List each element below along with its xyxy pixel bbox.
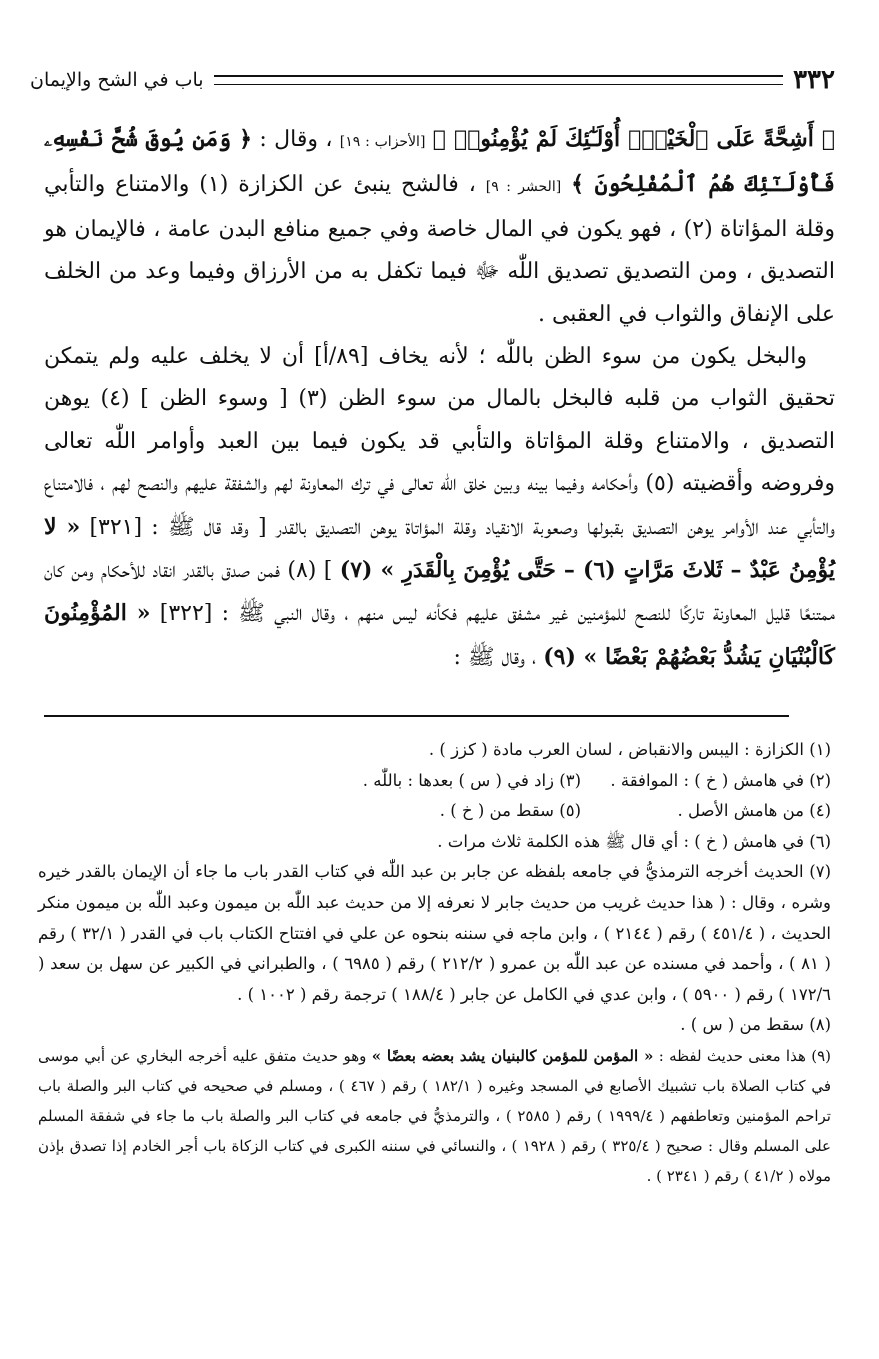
footnote-row-4-5 — [38, 796, 831, 827]
footnote-row-2-3 — [38, 766, 831, 797]
quran-verse-1: ﴿ أَشِحَّةً عَلَى ٱلْخَيْرِۚ أُوْلَـٰٓئِكَ لَمْ يُؤْمِنُوا۟ ﴾ — [432, 126, 836, 152]
footnote-8: (٨) سقط من ( س ) . — [680, 1015, 831, 1035]
paragraph-1 — [44, 118, 835, 336]
footnote-9-rest: وهو حديث متفق عليه أخرجه البخاري عن أبي موسى في كتاب الصلاة باب تشبيك الأصابع في المسجد وغيره ( ١٨٢/١ ) رقم ( ٤٦٧ ) ، ومسلم في صحيحه في كتاب البر والصلة باب تراحم المؤمنين وتعاطفهم ( ١٩٩٩/٤ ) رقم ( ٢٥٨٥ ) ، والترمذيُّ في جامعه في كتاب البر والصلة باب ما جاء في شفقة المسلم على المسلم وقال : صحيح ( ٣٢٥/٤ ) رقم ( ١٩٢٨ ) ، والنسائي في سننه الكبرى في كتاب الزكاة باب أجر الخادم إذا تصدق بإذن مولاه ( ٤١/٢ ) رقم ( ٢٣٤١ ) . — [38, 1046, 831, 1185]
footnote-4: (٤) من هامش الأصل . — [677, 801, 831, 821]
hadith-321: « لا يُؤْمِنُ عَبْدٌ – ثَلاثَ مَرَّاتٍ (٦) – حَتَّى يُؤْمِنَ بِالْقَدَرِ » (٧) — [44, 513, 835, 584]
footnote-2: (٢) في هامش ( خ ) : الموافقة . — [610, 770, 831, 790]
paragraph-2-text-a: والبخل يكون من سوء الظن باللّٰه ؛ لأنه يخاف [٨٩/أ] أن لا يخلف عليه ولم يتمكن تحقيق الثواب من قلبه فالبخل بالمال من سوء الظن (٣) [ وسوء الظن ] (٤) يوهن التصديق ، والامتناع وقلة المؤاتاة والتأبي قد يكون فيما بين العبد وأوامر اللّٰه تعالى وفروضه وأقضيته (٥) وأحكامه وفيما بينه وبين خلق اللّٰه تعالى في ترك المعاونة لهم والشفقة عليهم والنصح لهم ، فالامتناع والتأبي عند الأوامر يوهن التصديق بقبولها وصعوبة الانقياد وقلة المؤاتاة يوهن التصديق بالقدر [ وقد قال ﷺ : [٣٢١] — [44, 344, 836, 540]
verse-reference-2: [الحشر : ٩] — [485, 179, 562, 196]
main-text — [44, 118, 835, 679]
footnote-9-hadith: « المؤمن للمؤمن كالبنيان يشد بعضه بعضًا » — [371, 1046, 654, 1065]
page-header — [30, 62, 835, 98]
footnote-separator — [44, 715, 789, 717]
footnote-7: (٧) الحديث أخرجه الترمذيُّ في جامعه بلفظه عن جابر بن عبد اللّٰه في كتاب القدر باب ما جاء أن الإيمان بالقدر خيره وشره ، وقال : ( هذا حديث غريب من حديث جابر لا نعرفه إلا من حديث عبد اللّٰه بن ميمون وعبد اللّٰه بن ميمون منكر الحديث ، ( ٤٥١/٤ ) رقم ( ٢١٤٤ ) ، وابن ماجه في سننه بنحوه عن علي في افتتاح الكتاب باب في القدر ( ٣٢/١ ) رقم ( ٨١ ) ، وأحمد في مسنده عن عبد اللّٰه بن عمرو ( ٢١٢/٢ ) رقم ( ٦٩٨٥ ) ، والطبراني في الكبير عن سهل بن سعد ( ١٧٢/٦ ) رقم ( ٥٩٠٠ ) ، وابن عدي في الكامل عن جابر ( ١٨٨/٤ ) ترجمة رقم ( ١٠٠٢ ) . — [38, 862, 832, 1004]
verse-reference-1: [الأحزاب : ١٩] — [339, 134, 426, 150]
paragraph-2 — [44, 336, 835, 679]
footnotes — [38, 735, 831, 1191]
page-number: ٣٣٢ — [793, 65, 835, 95]
hadith-322: « المُؤْمِنُونَ كَالْبُنْيَانِ يَشُدُّ بَعْضُهُمْ بَعْضًا » (٩) — [44, 600, 835, 670]
paragraph-1-text-a: ، وقال : — [259, 127, 333, 152]
paragraph-2-text-b: ] (٨) فمن صدق بالقدر انقاد للأحكام ومن كان ممتنعًا قليل المعاونة تاركًا للنصح للمؤمنين غير مشفق عليهم فكأنه ليس منهم ، وقال النبي ﷺ : [٣٢٢] — [44, 558, 835, 627]
footnote-9 — [38, 1041, 831, 1191]
paragraph-1-text-b: ، فالشح ينبئ عن الكزازة (١) والامتناع والتأبي وقلة المؤاتاة (٢) ، فهو يكون في المال خاصة وفي جميع منافع البدن عامة ، فالإيمان هو التصديق ، ومن التصديق تصديق اللّٰه ﷻ فيما تكفل به من الأرزاق وفيما وعد من الخلف على الإنفاق والثواب في العقبى . — [44, 172, 835, 327]
paragraph-2-text-c: ، وقال ﷺ : — [453, 644, 537, 670]
quran-verse-2: ﴿ وَمَن يُوقَ شُحَّ نَفْسِهِۦ فَأُوْلَـٰٓئِكَ هُمُ ٱلْمُفْلِحُونَ ﴾ — [44, 126, 835, 198]
footnote-1: (١) الكزازة : اليبس والانقباض ، لسان العرب مادة ( كزز ) . — [428, 740, 831, 759]
footnote-9-lead: (٩) هذا معنى حديث لفظه : — [658, 1046, 831, 1065]
footnote-5: (٥) سقط من ( خ ) . — [439, 801, 581, 821]
footnote-6: (٦) في هامش ( خ ) : أي قال ﷺ هذه الكلمة ثلاث مرات . — [437, 831, 831, 851]
running-title: باب في الشح والإيمان — [30, 69, 204, 91]
footnote-3: (٣) زاد في ( س ) بعدها : باللّٰه . — [362, 770, 581, 790]
header-rule — [214, 75, 784, 85]
